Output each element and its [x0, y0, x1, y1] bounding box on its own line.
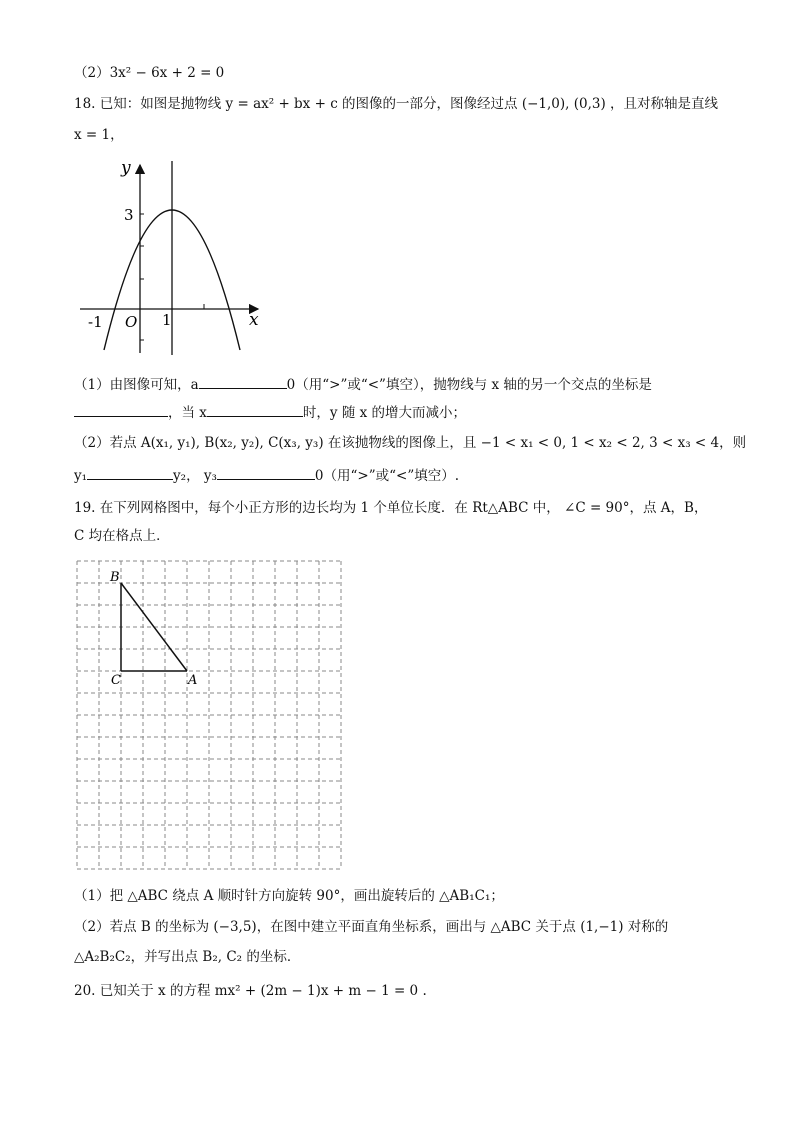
q18-part1-cont: ，当 x 时，y 随 x 的增大而减小；: [74, 403, 466, 422]
q17-part2: （2）3x² − 6x + 2 = 0: [74, 65, 225, 81]
answer-blank[interactable]: [199, 375, 287, 389]
origin-label: O: [125, 313, 138, 331]
q19-part1: （1）把 △ABC 绕点 A 顺时针方向旋转 90°，画出旋转后的 △AB₁C₁；: [74, 888, 504, 904]
answer-blank[interactable]: [87, 466, 173, 480]
grid-figure: [76, 560, 344, 870]
q19-stem: 19. 在下列网格图中，每个小正方形的边长均为 1 个单位长度．在 Rt△ABC 中， ∠C = 90°，点 A，B，: [74, 500, 708, 516]
q18-part2-cont: y₁ y₂， y₃ 0（用“>”或“<”填空）.: [74, 468, 460, 484]
q19-part2-cont: △A₂B₂C₂，并写出点 B₂, C₂ 的坐标．: [74, 949, 301, 965]
point-B-label: B: [110, 570, 120, 585]
tick-label-3: 3: [124, 206, 134, 224]
tick-label-1: 1: [162, 311, 172, 329]
point-A-label: A: [188, 673, 198, 688]
q18-stem-cont: x = 1，: [74, 127, 124, 143]
q18-part2: （2）若点 A(x₁, y₁), B(x₂, y₂), C(x₃, y₃) 在该抛物线的图像上，且 −1 < x₁ < 0, 1 < x₂ < 2, 3 < x₃ < 4，则: [74, 435, 747, 451]
answer-blank[interactable]: [74, 403, 168, 417]
y-axis-label: y: [121, 158, 131, 178]
q19-part2: （2）若点 B 的坐标为 (−3,5)，在图中建立平面直角坐标系，画出与 △ABC 关于点 (1,−1) 对称的: [74, 919, 669, 935]
q18-stem: 18. 已知：如图是抛物线 y = ax² + bx + c 的图像的一部分，图像经过点 (−1,0), (0,3) ，且对称轴是直线: [74, 96, 719, 112]
q19-stem-cont: C 均在格点上．: [74, 528, 170, 544]
answer-blank[interactable]: [217, 466, 315, 480]
x-axis-label: x: [249, 310, 259, 330]
q18-part1: （1）由图像可知，a 0（用“>”或“<”填空），抛物线与 x 轴的另一个交点的坐标是: [74, 377, 652, 393]
point-C-label: C: [111, 673, 121, 688]
tick-label-neg1: -1: [88, 313, 103, 331]
answer-blank[interactable]: [207, 403, 303, 417]
q20-stem: 20. 已知关于 x 的方程 mx² + (2m − 1)x + m − 1 = 0 .: [74, 983, 427, 999]
parabola-graph: [74, 155, 274, 355]
